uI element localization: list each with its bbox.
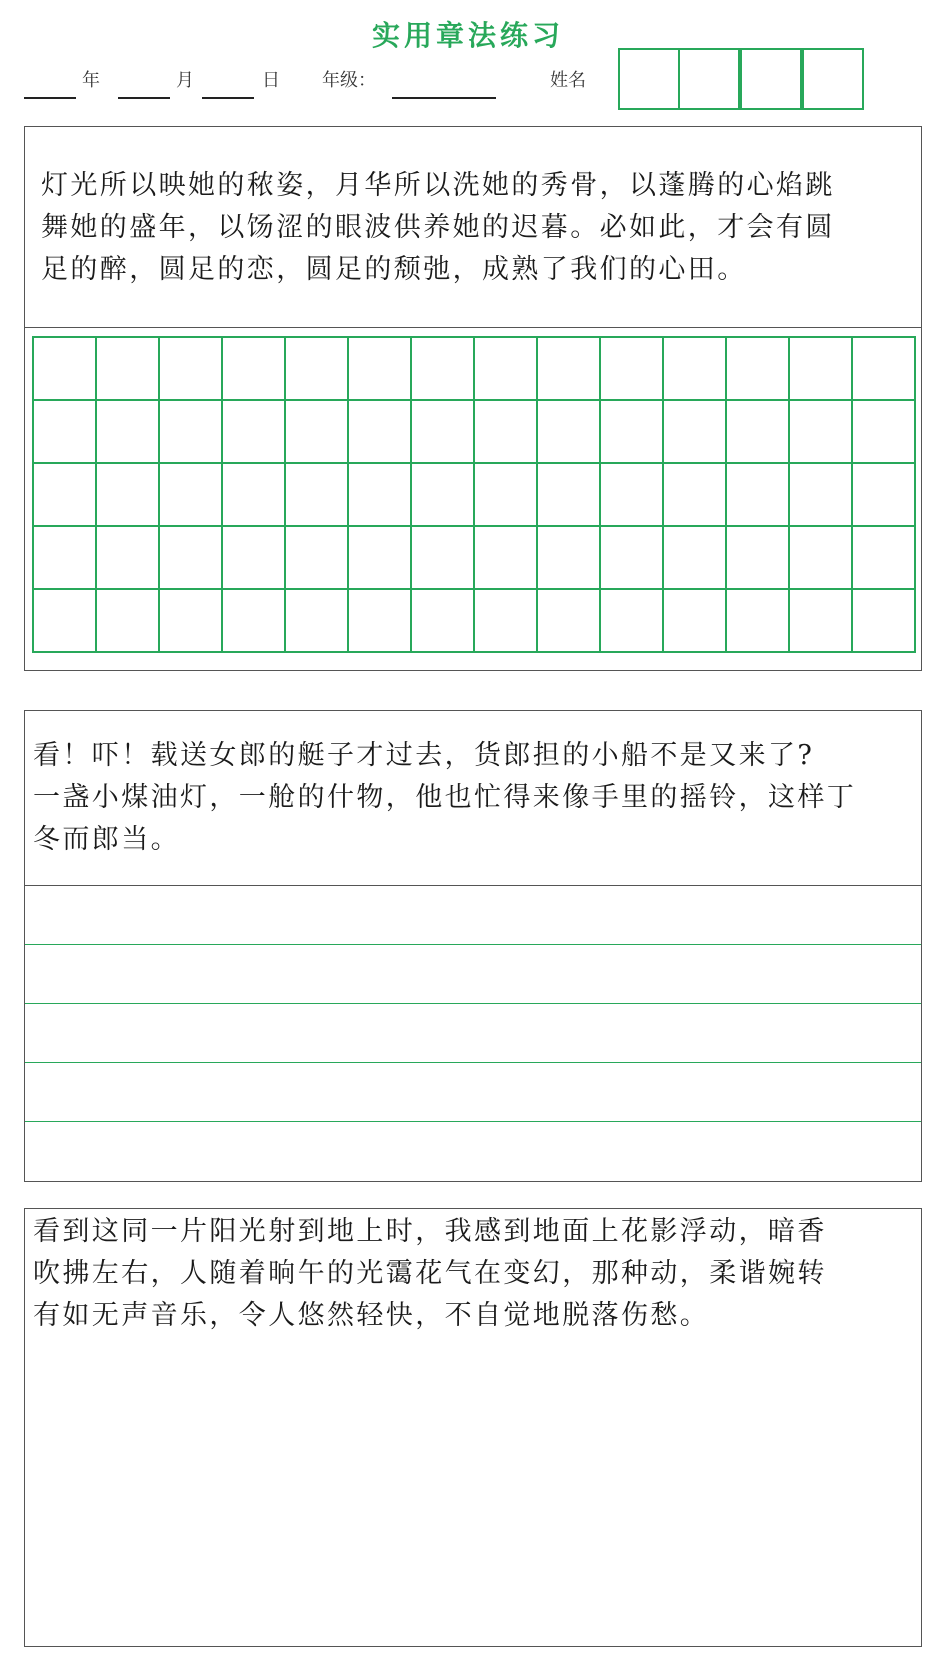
grid-cell[interactable] <box>601 401 664 464</box>
exercise-section-1 <box>24 126 922 671</box>
grid-cell[interactable] <box>160 527 223 590</box>
grid-cell[interactable] <box>349 338 412 401</box>
grid-cell[interactable] <box>601 464 664 527</box>
grid-cell[interactable] <box>349 464 412 527</box>
grid-cell[interactable] <box>853 527 916 590</box>
passage-text <box>41 165 913 291</box>
passage-line: 足的醉，圆足的恋，圆足的颓弛，成熟了我们的心田。 <box>41 254 747 285</box>
name-box[interactable] <box>618 48 680 110</box>
grid-cell[interactable] <box>538 590 601 653</box>
day-field[interactable] <box>202 97 254 99</box>
grid-cell[interactable] <box>412 527 475 590</box>
grid-cell[interactable] <box>853 401 916 464</box>
section-divider <box>25 885 921 886</box>
passage-line: 一盏小煤油灯，一舱的什物，他也忙得来像手里的摇铃，这样丁 <box>33 782 857 813</box>
blank-writing-area[interactable] <box>25 1349 921 1646</box>
grid-cell[interactable] <box>286 338 349 401</box>
name-box[interactable] <box>678 48 740 110</box>
page-title: 实用章法练习 <box>371 19 564 52</box>
grid-cell[interactable] <box>412 590 475 653</box>
passage-line: 有如无声音乐，令人悠然轻快，不自觉地脱落伤愁。 <box>33 1300 710 1331</box>
grid-cell[interactable] <box>853 338 916 401</box>
grid-cell[interactable] <box>538 401 601 464</box>
grid-cell[interactable] <box>97 590 160 653</box>
grid-cell[interactable] <box>664 401 727 464</box>
grid-cell[interactable] <box>412 401 475 464</box>
passage-text <box>33 1211 913 1337</box>
grid-cell[interactable] <box>34 590 97 653</box>
tianzige-grid[interactable] <box>32 336 916 653</box>
writing-line[interactable] <box>25 944 921 945</box>
section-divider <box>25 327 921 328</box>
name-box[interactable] <box>802 48 864 110</box>
month-field[interactable] <box>118 97 170 99</box>
grid-cell[interactable] <box>790 464 853 527</box>
exercise-section-2 <box>24 710 922 1182</box>
grid-cell[interactable] <box>286 590 349 653</box>
grid-cell[interactable] <box>538 338 601 401</box>
grid-cell[interactable] <box>97 527 160 590</box>
grade-field[interactable] <box>392 97 496 99</box>
grid-cell[interactable] <box>223 464 286 527</box>
grid-cell[interactable] <box>160 338 223 401</box>
day-label: 日 <box>262 70 280 91</box>
grid-cell[interactable] <box>97 464 160 527</box>
grid-cell[interactable] <box>412 338 475 401</box>
grid-cell[interactable] <box>286 401 349 464</box>
month-label: 月 <box>176 70 194 91</box>
grid-cell[interactable] <box>349 401 412 464</box>
passage-line: 吹拂左右，人随着晌午的光霭花气在变幻，那种动，柔谐婉转 <box>33 1258 827 1289</box>
grid-cell[interactable] <box>223 338 286 401</box>
grid-cell[interactable] <box>853 464 916 527</box>
passage-text <box>33 735 913 861</box>
grid-cell[interactable] <box>34 338 97 401</box>
grid-cell[interactable] <box>34 464 97 527</box>
year-label: 年 <box>82 70 100 91</box>
grid-cell[interactable] <box>223 401 286 464</box>
year-field[interactable] <box>24 97 76 99</box>
grid-cell[interactable] <box>286 464 349 527</box>
grid-cell[interactable] <box>790 590 853 653</box>
grid-cell[interactable] <box>727 590 790 653</box>
grid-cell[interactable] <box>853 590 916 653</box>
grid-cell[interactable] <box>790 527 853 590</box>
grid-cell[interactable] <box>97 401 160 464</box>
grid-cell[interactable] <box>349 527 412 590</box>
grid-cell[interactable] <box>601 590 664 653</box>
grid-cell[interactable] <box>34 527 97 590</box>
grid-cell[interactable] <box>160 464 223 527</box>
grid-cell[interactable] <box>160 401 223 464</box>
grid-cell[interactable] <box>601 338 664 401</box>
grid-cell[interactable] <box>727 464 790 527</box>
passage-line: 灯光所以映她的秾姿，月华所以洗她的秀骨，以蓬腾的心焰跳 <box>41 170 835 201</box>
grid-cell[interactable] <box>475 590 538 653</box>
grid-cell[interactable] <box>475 464 538 527</box>
grid-cell[interactable] <box>790 401 853 464</box>
grid-cell[interactable] <box>34 401 97 464</box>
name-label: 姓名 <box>550 70 586 91</box>
grid-cell[interactable] <box>286 527 349 590</box>
grid-cell[interactable] <box>601 527 664 590</box>
exercise-section-3 <box>24 1208 922 1647</box>
grid-cell[interactable] <box>97 338 160 401</box>
passage-line: 舞她的盛年，以饧涩的眼波供养她的迟暮。必如此，才会有圆 <box>41 212 835 243</box>
name-box[interactable] <box>740 48 802 110</box>
grid-cell[interactable] <box>664 338 727 401</box>
grid-cell[interactable] <box>475 401 538 464</box>
writing-line[interactable] <box>25 1003 921 1004</box>
grid-cell[interactable] <box>538 464 601 527</box>
grid-cell[interactable] <box>727 401 790 464</box>
passage-line: 看！吓！载送女郎的艇子才过去，货郎担的小船不是又来了? <box>33 740 815 771</box>
grid-cell[interactable] <box>664 590 727 653</box>
grid-cell[interactable] <box>412 464 475 527</box>
grid-cell[interactable] <box>475 338 538 401</box>
grade-label: 年级： <box>322 70 376 91</box>
writing-line[interactable] <box>25 1121 921 1122</box>
grid-cell[interactable] <box>727 338 790 401</box>
grid-cell[interactable] <box>223 527 286 590</box>
grid-cell[interactable] <box>223 590 286 653</box>
grid-cell[interactable] <box>664 464 727 527</box>
grid-cell[interactable] <box>349 590 412 653</box>
writing-line[interactable] <box>25 1062 921 1063</box>
grid-cell[interactable] <box>790 338 853 401</box>
grid-cell[interactable] <box>160 590 223 653</box>
passage-line: 冬而郎当。 <box>33 824 180 855</box>
grid-cell[interactable] <box>475 527 538 590</box>
grid-cell[interactable] <box>538 527 601 590</box>
passage-line: 看到这同一片阳光射到地上时，我感到地面上花影浮动，暗香 <box>33 1216 827 1247</box>
grid-cell[interactable] <box>664 527 727 590</box>
grid-cell[interactable] <box>727 527 790 590</box>
